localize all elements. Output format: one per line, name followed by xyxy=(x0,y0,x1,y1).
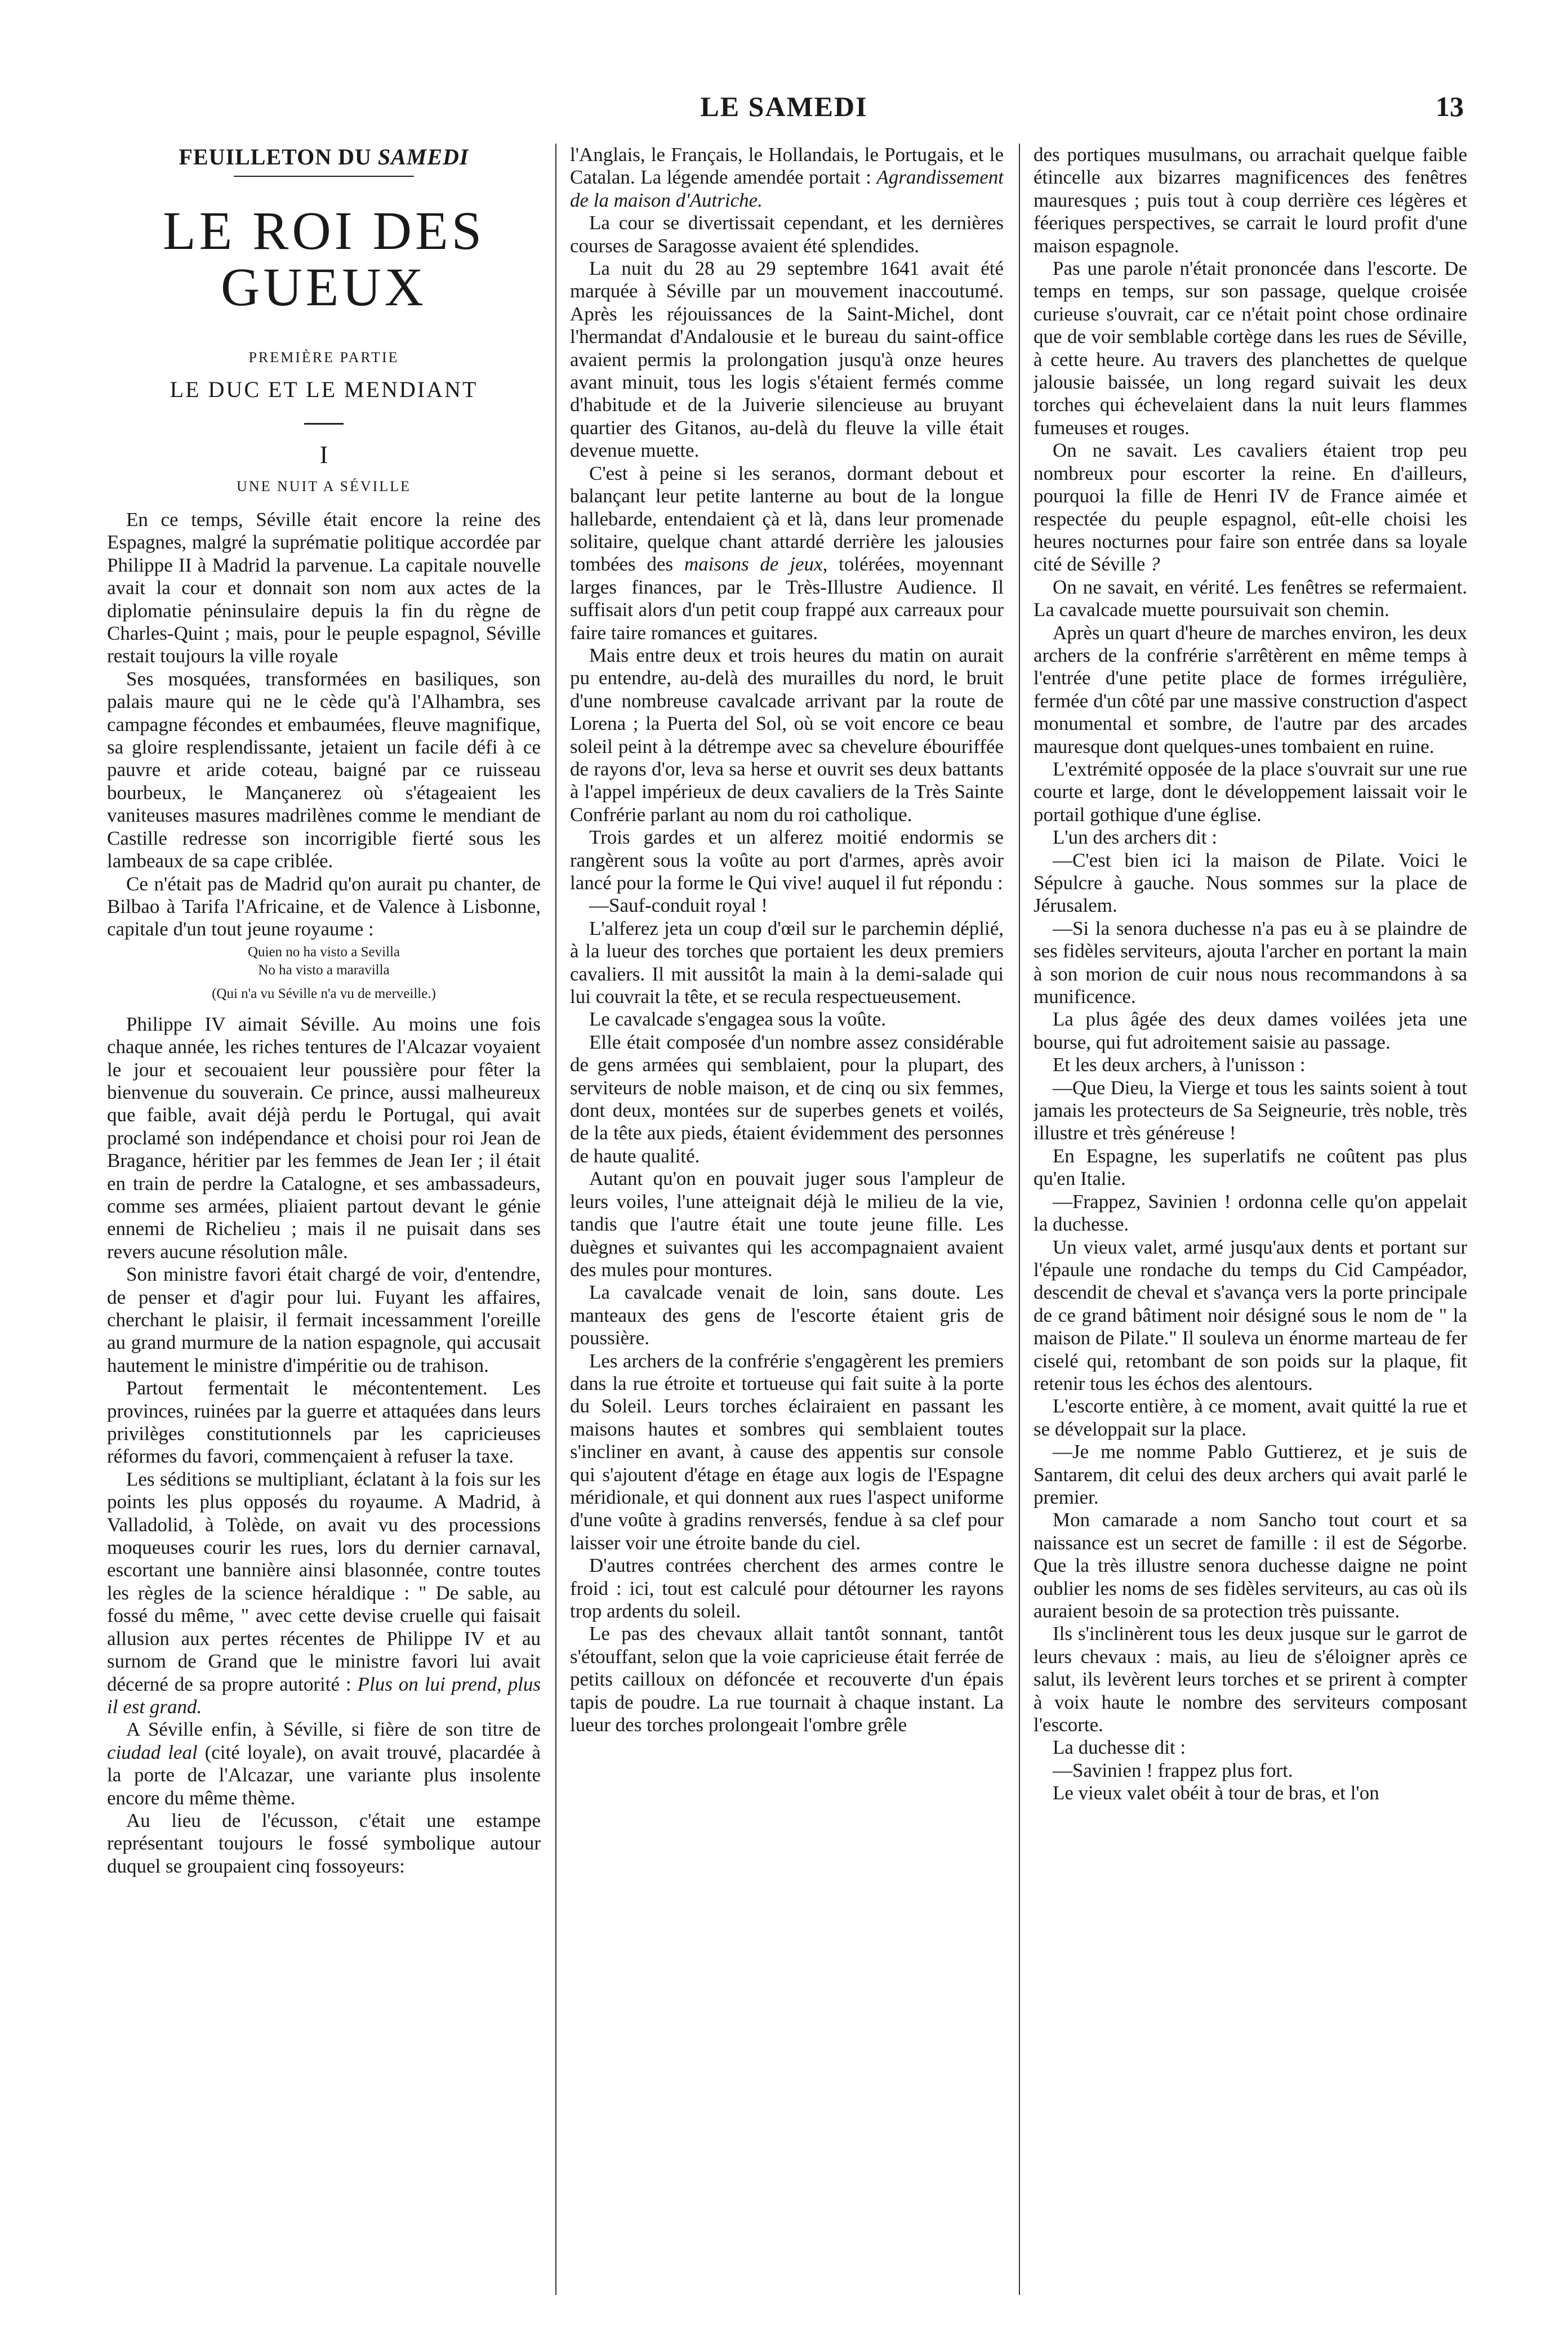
paragraph: On ne savait, en vérité. Les fenêtres se refermaient. La cavalcade muette poursuivait son chemin. xyxy=(1034,576,1467,621)
paragraph: Le vieux valet obéit à tour de bras, et l'on xyxy=(1053,1782,1379,1804)
paragraph: La plus âgée des deux dames voilées jeta une bourse, qui fut adroitement saisie au passage. xyxy=(1034,1008,1467,1053)
journal-title: LE SAMEDI xyxy=(700,91,868,122)
paragraph: En Espagne, les superlatifs ne coûtent pas plus qu'en Italie. xyxy=(1034,1144,1467,1190)
column-divider xyxy=(555,144,556,2295)
paragraph xyxy=(1034,439,1467,576)
paragraph: Mais entre deux et trois heures du matin on aurait pu entendre, au-delà des murailles du nord, le bruit d'une nombreuse cavalcade arrivant par la route de Lorena ; la Puerta del Sol, où se voit encore ce beau soleil peint à la détrempe avec sa chevelure ébouriffée de rayons d'or, leva sa herse et ouvrit ses deux battants à l'appel impérieux de deux cavaliers de la Très Sainte Confrérie parlant au nom du roi catholique. xyxy=(570,644,1004,826)
paragraph: des portiques musulmans, ou arrachait quelque faible étincelle aux bizarres magnificences des fenêtres mauresques ; puis tout à coup derrière ces légères et féeriques perspectives, se carrait le lourd profit d'une maison espagnole. xyxy=(1034,144,1467,257)
article-columns xyxy=(107,144,1467,2317)
paragraph-text: A Séville enfin, à Séville, si fière de son titre de xyxy=(126,1718,541,1741)
page-number: 13 xyxy=(1436,91,1464,122)
paragraph xyxy=(570,144,1004,212)
paragraph: En ce temps, Séville était encore la reine des Espagnes, malgré la suprématie politique accordée par Philippe II à Madrid la parvenue. La capitale nouvelle avait la cour et donnait son nom aux actes de la diplomatie péninsulaire depuis la fin du règne de Charles-Quint ; mais, pour le peuple espagnol, Séville restait toujours la ville royale xyxy=(107,509,541,667)
paragraph: —Si la senora duchesse n'a pas eu à se plaindre de ses fidèles serviteurs, ajouta l'archer en portant la main à son morion de cuir nous nous recommandons à sa munificence. xyxy=(1034,917,1467,1008)
italic-phrase: maisons de jeux xyxy=(684,553,823,576)
paragraph: Ils s'inclinèrent tous les deux jusque sur le garrot de leurs chevaux : mais, au lieu de s'éloigner après ce salut, ils levèrent leurs torches et se prirent à compter à voix haute le nombre des serviteurs composant l'escorte. xyxy=(1034,1623,1467,1736)
paragraph: L'un des archers dit : xyxy=(1053,826,1218,849)
feuilleton-label-italic: SAMEDI xyxy=(377,144,469,170)
paragraph: Autant qu'on en pouvait juger sous l'ampleur de leurs voiles, l'une atteignait déjà le milieu de la vie, tandis que l'autre était une toute jeune fille. Les duègnes et suivantes qui les accompagnaient avaient des mules pour montures. xyxy=(570,1167,1004,1281)
paragraph: Au lieu de l'écusson, c'était une estampe représentant toujours le fossé symbolique autour duquel se groupaient cinq fossoyeurs: xyxy=(107,1809,541,1877)
paragraph: Le cavalcade s'engagea sous la voûte. xyxy=(589,1008,887,1031)
paragraph xyxy=(107,1718,541,1809)
paragraph: Le pas des chevaux allait tantôt sonnant, tantôt s'étouffant, selon que la voie capricieuse était ferrée de petits cailloux on défoncée et recouverte d'un épais tapis de poudre. La rue tournait à chaque instant. La lueur des torches prolongeait l'ombre grêle xyxy=(570,1623,1004,1736)
paragraph: Philippe IV aimait Séville. Au moins une fois chaque année, les riches tentures de l'Alcazar voyaient le jour et secouaient leur poussière pour fêter la bienvenue du souverain. Ce prince, aussi malheureux que faible, avait déjà perdu le Portugal, qui avait proclamé son indépendance et choisi pour roi Jean de Bragance, héritier par les femmes de Jean Ier ; il était en train de perdre la Catalogne, et ses ambassadeurs, comme ses armées, pliaient partout devant le génie ennemi de Richelieu ; mais il ne puisait dans ses revers aucune résolution mâle. xyxy=(107,1013,541,1263)
running-head xyxy=(0,84,1568,124)
italic-phrase: ciudad leal xyxy=(107,1741,198,1763)
paragraph: Pas une parole n'était prononcée dans l'escorte. De temps en temps, sur son passage, quelque croisée curieuse s'ouvrait, car ce n'était point chose ordinaire que de voir semblable cortège dans les rues de Séville, à cette heure. Au travers des planchettes de quelque jalousie baissée, un long regard suivait les deux torches qui échevelaient dans la nuit leurs flammes fumeuses et rouges. xyxy=(1034,257,1467,439)
paragraph: —Que Dieu, la Vierge et tous les saints soient à tout jamais les protecteurs de Sa Seigneurie, très noble, très illustre et très généreuse ! xyxy=(1034,1076,1467,1144)
paragraph-text: (cité loyale), on avait trouvé, placardée à la porte de l'Alcazar, une variante plus insolente encore du même thème. xyxy=(107,1741,541,1809)
verse-line: No ha visto a maravilla xyxy=(258,962,390,978)
column-3 xyxy=(1034,144,1467,2317)
feuilleton-label-prefix: FEUILLETON DU xyxy=(179,144,378,170)
paragraph: D'autres contrées cherchent des armes contre le froid : ici, tout est calculé pour détourner les rayons trop ardents du soleil. xyxy=(570,1554,1004,1622)
paragraph: La duchesse dit : xyxy=(1053,1736,1186,1759)
paragraph: —Frappez, Savinien ! ordonna celle qu'on appelait la duchesse. xyxy=(1034,1190,1467,1236)
paragraph xyxy=(570,462,1004,644)
column-divider xyxy=(1019,144,1020,2295)
paragraph: Et les deux archers, à l'unisson : xyxy=(1053,1054,1306,1076)
paragraph: Mon camarade a nom Sancho tout court et sa naissance est un secret de famille : il est de Ségorbe. Que la très illustre senora duchesse daigne ne point oublier les noms de ses fidèles serviteurs, au cas où ils auraient besoin de sa protection très puissante. xyxy=(1034,1509,1467,1622)
paragraph-text: , tolérées, moyennant larges finances, par le Très-Illustre Audience. Il suffisait alors d'un petit coup frappé aux carreaux pour faire taire romances et guitares. xyxy=(570,553,1004,644)
paragraph: Ses mosquées, transformées en basiliques, son palais maure qui ne le cède qu'à l'Alhambra, ses campagne fécondes et embaumées, fleuve magnifique, sa gloire resplendissante, jetaient un facile défi à ce pauvre et aride coteau, baigné par ce ruisseau bourbeux, le Mançanerez où s'étageaient les vaniteuses masures madrilènes comme le mendiant de Castille redresse son incorrigible fierté sous les lambeaux de sa cape criblée. xyxy=(107,667,541,872)
paragraph: L'alferez jeta un coup d'œil sur le parchemin déplié, à la lueur des torches que portaient les deux premiers cavaliers. Il mit aussitôt la main à la demi-salade qui lui couvrait la tête, et se recula respectueusement. xyxy=(570,917,1004,1008)
paragraph-text: l'Anglais, le Français, le Hollandais, le Portugais, et le Catalan. La légende amendée portait : xyxy=(570,144,1004,189)
paragraph: L'escorte entière, à ce moment, avait quitté la rue et se développait sur la place. xyxy=(1034,1395,1467,1440)
paragraph: L'extrémité opposée de la place s'ouvrait sur une rue courte et large, dont le développement laissait voir le portail gothique d'une église. xyxy=(1034,757,1467,826)
paragraph: Ce n'était pas de Madrid qu'on aurait pu chanter, de Bilbao à Tarifa l'Africaine, et de Valence à Lisbonne, capitale d'un tout jeune royaume : xyxy=(107,872,541,941)
divider-rule xyxy=(234,176,414,177)
divider-rule xyxy=(304,423,344,425)
paragraph: —Je me nomme Pablo Guttierez, et je suis de Santarem, dit celui des deux archers qui avait parlé le premier. xyxy=(1034,1441,1467,1508)
paragraph: —C'est bien ici la maison de Pilate. Voici le Sépulcre à gauche. Nous sommes sur la place de Jérusalem. xyxy=(1034,849,1467,917)
column-1 xyxy=(107,144,541,2317)
paragraph: —Savinien ! frappez plus fort. xyxy=(1053,1759,1293,1781)
paragraph: La cavalcade venait de loin, sans doute. Les manteaux des gens de l'escorte étaient gris de poussière. xyxy=(570,1281,1004,1349)
novel-title: LE ROI DES GUEUX xyxy=(163,200,485,317)
paragraph: Partout fermentait le mécontentement. Les provinces, ruinées par la guerre et attaquées dans leurs privilèges constitutionnels par les capricieuses réformes du favori, commençaient à refuser la taxe. xyxy=(107,1377,541,1468)
italic-mark: ? xyxy=(1150,553,1160,576)
paragraph: Un vieux valet, armé jusqu'aux dents et portant sur l'épaule une rondache du temps du Cid Campéador, descendit de cheval et s'avança vers la porte principale de ce grand bâtiment noir désigné sous le nom de " la maison de Pilate." Il souleva un énorme marteau de fer ciselé qui, retombant de son poids sur la plaque, fit retenir tous les échos des alentours. xyxy=(1034,1236,1467,1394)
feuilleton-label xyxy=(107,144,541,170)
paragraph: Après un quart d'heure de marches environ, les deux archers de la confrérie s'arrêtèrent en même temps à l'entrée d'une petite place de formes irrégulière, fermée d'un côté par une massive construction d'aspect monumental et sombre, de l'autre par des arcades mauresque dont quelques-unes tombaient en ruine. xyxy=(1034,621,1467,757)
paragraph xyxy=(107,1468,541,1718)
paragraph: Trois gardes et un alferez moitié endormis se rangèrent sous la voûte au port d'armes, après avoir lancé pour la forme le Qui vive! auquel il fut répondu : xyxy=(570,826,1004,894)
paragraph: Son ministre favori était chargé de voir, d'entendre, de penser et d'agir pour lui. Fuyant les affaires, cherchant le plaisir, il fermait incessamment l'oreille au grand murmure de la nation espagnole, qui accusait hautement le ministre d'impéritie ou de trahison. xyxy=(107,1263,541,1376)
paragraph: La nuit du 28 au 29 septembre 1641 avait été marquée à Séville par un mouvement inaccoutumé. Après les réjouissances de la Saint-Michel, dont l'hermandat d'Andalousie et le bureau du saint-office avaient permis la prolongation jusqu'à onze heures avant minuit, tous les logis s'étaient fermés comme d'habitude et de la Juiverie silencieuse au bruyant quartier des Gitanos, au-delà du fleuve la ville était devenue muette. xyxy=(570,257,1004,462)
paragraph: Elle était composée d'un nombre assez considérable de gens armées qui semblaient, pour la plupart, des serviteurs de noble maison, et de cinq ou six femmes, dont deux, montées sur de superbes genets et voilés, de la tête aux pieds, étaient évidemment des personnes de haute qualité. xyxy=(570,1031,1004,1167)
verse-translation: (Qui n'a vu Séville n'a vu de merveille.) xyxy=(212,986,436,1001)
italic-motto: Plus on lui prend, plus il est grand. xyxy=(107,1673,541,1718)
column-2 xyxy=(570,144,1004,2317)
chapter-number: I xyxy=(319,441,328,469)
paragraph: —Sauf-conduit royal ! xyxy=(589,894,768,917)
part-label: PREMIÈRE PARTIE xyxy=(248,349,399,366)
chapter-title: UNE NUIT A SÉVILLE xyxy=(237,478,411,494)
verse-line: Quien no ha visto a Sevilla xyxy=(247,944,400,960)
part-title: LE DUC ET LE MENDIANT xyxy=(170,377,478,402)
paragraph: Les archers de la confrérie s'engagèrent les premiers dans la rue étroite et tortueuse qui fait suite à la porte du Soleil. Leurs torches éclairaient en passant les maisons hautes et sombres qui semblaient toutes s'incliner en avant, à cause des appentis sur console qui s'ajoutent d'étage en étage aux logis de l'Espagne méridionale, et qui donnent aux rues l'aspect uniforme d'une voûte à gradins renversés, fendue à sa clef pour laisser voir une étroite bande du ciel. xyxy=(570,1349,1004,1554)
paragraph-text: C'est à peine si les seranos, dormant debout et balançant leur petite lanterne au bout de la longue hallebarde, entendaient çà et là, dans leur promenade solitaire, quelque chant attardé derrière les jalousies tombées des xyxy=(570,462,1004,576)
paragraph-text: Les séditions se multipliant, éclatant à la fois sur les points les plus opposés du royaume. A Madrid, à Valladolid, à Tolède, on avait vu des processions moqueuses courir les rues, lors du dernier carnaval, escortant une bannière ainsi blasonnée, contre toutes les règles de la science héraldique : " De sable, au fossé du même, " avec cette devise cruelle qui faisait allusion aux pertes récentes de Philippe IV et au surnom de Grand que le ministre favori lui avait décerné de sa propre autorité : xyxy=(107,1468,541,1695)
paragraph: La cour se divertissait cependant, et les dernières courses de Saragosse avaient été splendides. xyxy=(570,212,1004,257)
paragraph-text: On ne savait. Les cavaliers étaient trop peu nombreux pour escorter la reine. En d'ailleurs, pourquoi la fille de Henri IV de France aimée et respectée du peuple espagnol, eût-elle choisi les heures nocturnes pour faire son entrée dans sa loyale cité de Séville xyxy=(1034,439,1467,576)
italic-legend: Agrandissement de la maison d'Autriche. xyxy=(570,166,1004,211)
